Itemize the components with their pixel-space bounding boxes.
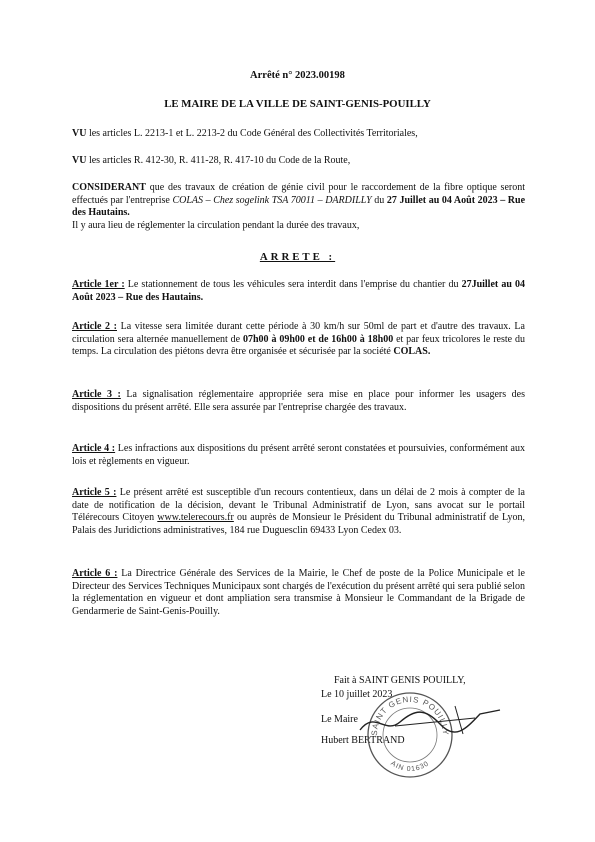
vu-label: VU [72,155,87,166]
article-3 [72,389,525,414]
company-name: COLAS – Chez sogelink TSA 70011 – DARDILLY [172,194,372,206]
handwritten-signature-icon [355,700,505,740]
article-2-text-2: et par feux tricolores le reste du temps. La circulation des piétons devra être organisée et sécurisée par la société [72,333,525,358]
article-2 [72,321,525,359]
signature-place: Fait à SAINT GENIS POUILLY, [334,675,466,686]
article-3-label: Article 3 : [72,389,121,400]
considerant-text-2: du [371,194,387,206]
vu-paragraph-1 [72,128,525,141]
article-2-hours: 07h00 à 09h00 et de 16h00 à 18h00 [243,333,394,345]
decree-number: Arrêté n° 2023.00198 [250,70,345,81]
article-1 [72,279,525,304]
vu-text: les articles R. 412-30, R. 411-28, R. 417-10 du Code de la Route, [86,155,351,166]
article-1-label: Article 1er : [72,279,125,290]
arrete-title: ARRETE : [259,251,336,263]
signature-name: Hubert BERTRAND [321,735,405,746]
signature-date: Le 10 juillet 2023 [321,689,393,700]
considerant-text: que des travaux de création de génie civil pour le raccordement de la fibre optique seront effectués par l'entreprise [72,182,525,206]
vu-label: VU [72,128,87,139]
article-6 [72,568,525,618]
considerant-line-2: Il y aura lieu de réglementer la circulation pendant la durée des travaux, [72,219,360,231]
article-2-text: La vitesse sera limitée durant cette période à 30 km/h sur 50ml de part et d'autre des travaux. La circulation sera alternée manuellement de [72,321,525,345]
article-5-label: Article 5 : [72,487,117,498]
mayor-heading: LE MAIRE DE LA VILLE DE SAINT-GENIS-POUILLY [164,98,431,110]
telerecours-link[interactable]: www.telerecours.fr [157,512,234,524]
article-6-text: La Directrice Générale des Services de la Mairie, le Chef de poste de la Police Municipale et le Directeur des Services Techniques Municipaux sont chargés de l'exécution du présent arrêté qui sera publié selon la réglementation en vigueur et dont ampliation sera transmise à Monsieur le Commandant de la Brigade de Gendarmerie de Saint-Genis-Pouilly. [72,568,525,617]
vu-text: les articles L. 2213-1 et L. 2213-2 du Code Général des Collectivités Territoriales, [86,128,418,139]
article-3-text: La signalisation réglementaire appropriée sera mise en place pour informer les usagers des dispositions du présent arrêté. Elle sera assurée par l'entreprise chargée des travaux. [72,389,525,413]
vu-paragraph-2 [72,155,525,168]
considerant-label: CONSIDERANT [72,182,146,193]
article-1-dates: 27Juillet au 04 Août 2023 – Rue des Hautains. [72,279,526,303]
stamp-text-top: SAINT GENIS POUILLY [369,694,451,736]
article-1-text: Le stationnement de tous les véhicules sera interdit dans l'emprise du chantier du [124,279,462,290]
article-4-text: Les infractions aux dispositions du présent arrêté seront constatées et poursuivies, conformément aux lois et règlements en vigueur. [72,443,525,467]
article-4 [72,443,525,468]
article-4-label: Article 4 : [72,443,116,454]
article-5 [72,487,525,537]
article-6-label: Article 6 : [72,568,118,579]
article-2-company: COLAS. [393,346,431,358]
considerant-paragraph [72,182,525,232]
signature-role: Le Maire [321,714,358,725]
works-dates: 27 Juillet au 04 Août 2023 – Rue des Hautains. [72,194,526,219]
article-2-label: Article 2 : [72,321,117,332]
article-5-text: Le présent arrêté est susceptible d'un recours contentieux, dans un délai de 2 mois à compter de la date de notification de la décision, devant le Tribunal Administratif de Lyon, sans avocat sur le portail Télérecours Citoyen [72,487,525,524]
stamp-text-bottom: AIN 01630 [389,760,431,774]
article-5-text-2: ou auprès de Monsieur le Président du Tribunal administratif de Lyon, Palais des Juridictions administratives, 184 rue Duguesclin 69433 Lyon Cedex 03. [72,512,526,536]
